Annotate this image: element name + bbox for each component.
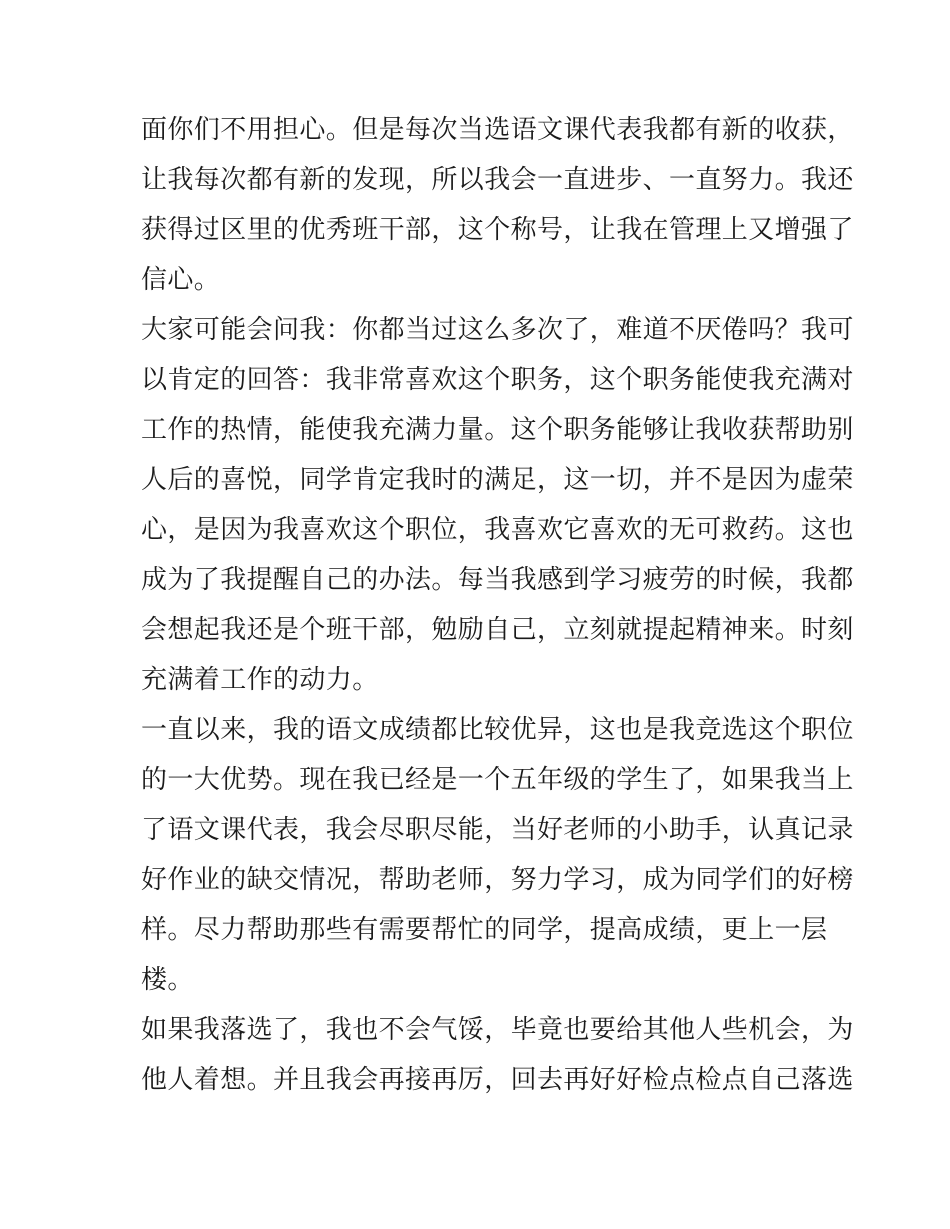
text-line: 以肯定的回答：我非常喜欢这个职务，这个职务能使我充满对 bbox=[141, 365, 854, 395]
text-line: 信心。 bbox=[141, 265, 221, 295]
text-line: 会想起我还是个班干部，勉励自己，立刻就提起精神来。时刻 bbox=[141, 615, 854, 645]
text-line: 如果我落选了，我也不会气馁，毕竟也要给其他人些机会，为 bbox=[141, 1015, 854, 1045]
text-line: 了语文课代表，我会尽职尽能，当好老师的小助手，认真记录 bbox=[141, 815, 854, 845]
document-body bbox=[141, 105, 854, 1105]
text-line: 获得过区里的优秀班干部，这个称号，让我在管理上又增强了 bbox=[141, 215, 854, 245]
text-line: 楼。 bbox=[141, 965, 194, 995]
text-line: 成为了我提醒自己的办法。每当我感到学习疲劳的时候，我都 bbox=[141, 565, 854, 595]
text-line: 面你们不用担心。但是每次当选语文课代表我都有新的收获， bbox=[141, 115, 854, 145]
text-line: 充满着工作的动力。 bbox=[141, 665, 379, 695]
text-line: 好作业的缺交情况，帮助老师，努力学习，成为同学们的好榜 bbox=[141, 865, 854, 895]
text-line: 工作的热情，能使我充满力量。这个职务能够让我收获帮助别 bbox=[141, 415, 854, 445]
text-line: 大家可能会问我：你都当过这么多次了，难道不厌倦吗？我可 bbox=[141, 315, 854, 345]
text-line: 一直以来，我的语文成绩都比较优异，这也是我竞选这个职位 bbox=[141, 715, 854, 745]
text-line: 他人着想。并且我会再接再厉，回去再好好检点检点自己落选 bbox=[141, 1065, 854, 1095]
text-line: 的一大优势。现在我已经是一个五年级的学生了，如果我当上 bbox=[141, 765, 854, 795]
text-line: 让我每次都有新的发现，所以我会一直进步、一直努力。我还 bbox=[141, 165, 854, 195]
text-line: 心，是因为我喜欢这个职位，我喜欢它喜欢的无可救药。这也 bbox=[141, 515, 854, 545]
text-line: 样。尽力帮助那些有需要帮忙的同学，提高成绩，更上一层 bbox=[141, 915, 828, 945]
text-line: 人后的喜悦，同学肯定我时的满足，这一切，并不是因为虚荣 bbox=[141, 465, 854, 495]
